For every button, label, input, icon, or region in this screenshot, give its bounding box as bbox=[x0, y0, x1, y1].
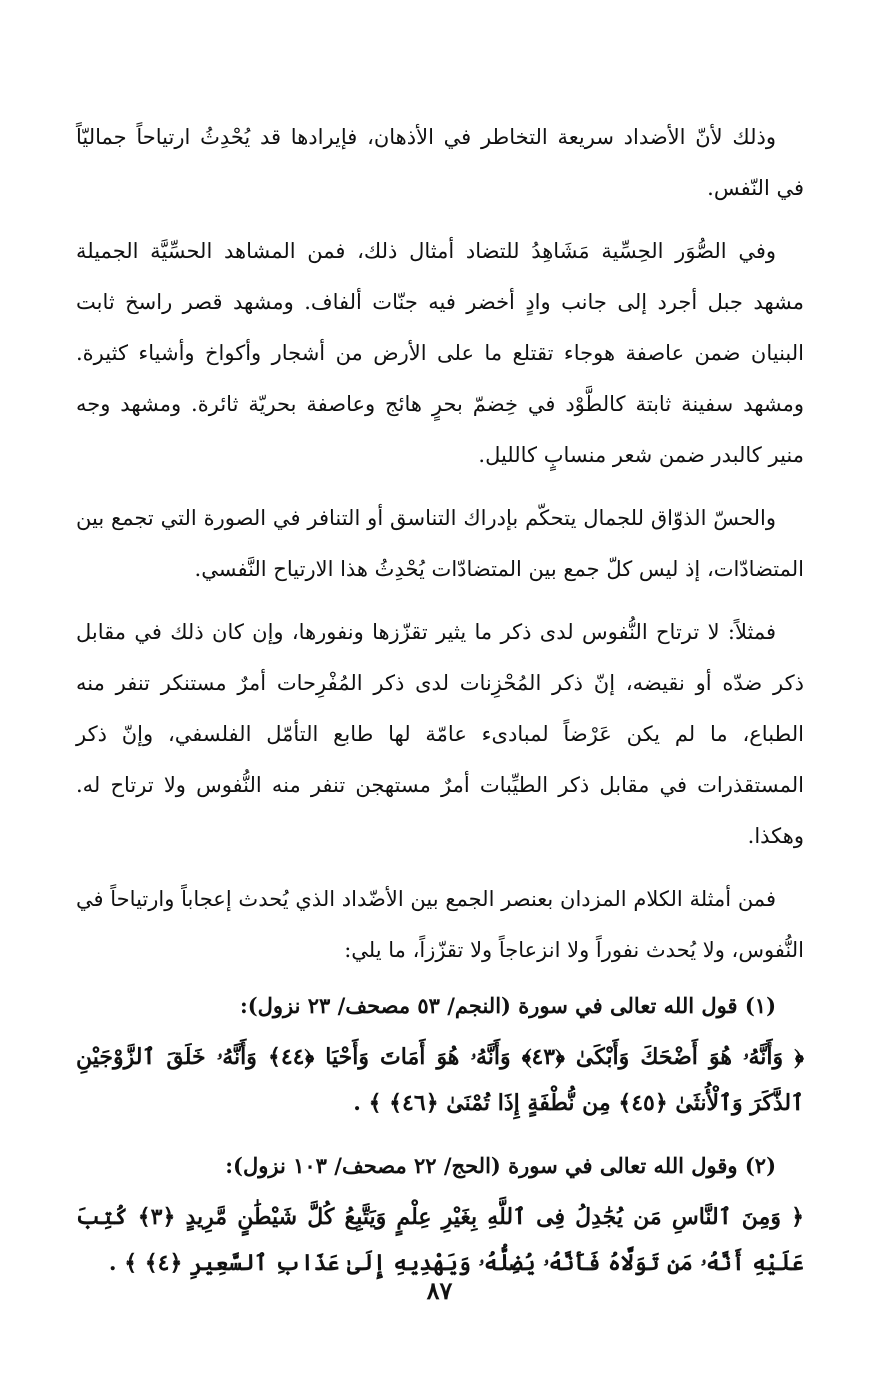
paragraph-sensory-scenes: وفي الصُّوَر الحِسِّية مَشَاهِدُ للتضاد أمثال ذلك، فمن المشاهد الحسِّيَّة الجميلة مشهد جبل أجرد إلى جانب وادٍ أخضر فيه جنّات ألفاف. ومشهد قصر راسخ ثابت البنيان ضمن عاصفة هوجاء تقتلع ما على الأرض من أشجار وأكواخ وأشياء كثيرة. ومشهد سفينة ثابتة كالطَّوْد في خِضمّ بحرٍ هائج وعاصفة بحريّة ثائرة. ومشهد وجه منير كالبدر ضمن شعر منسابٍ كالليل. bbox=[76, 239, 804, 467]
example-2-heading: (٢) وقول الله تعالى في سورة (الحج/ ٢٢ مصحف/ ١٠٣ نزول): bbox=[225, 1153, 776, 1178]
paragraph-examples-lead: فمن أمثلة الكلام المزدان بعنصر الجمع بين الأضّداد الذي يُحدث إعجاباً وارتياحاً في النُّفوس، ولا يُحدث نفوراً ولا انزعاجاً ولا تقزّزاً، ما يلي: bbox=[76, 887, 804, 962]
example-1-verse: ﴿ وَأَنَّهُۥ هُوَ أَضْحَكَ وَأَبْكَىٰ ﴿٤٣﴾ وَأَنَّهُۥ هُوَ أَمَاتَ وَأَحْيَا ﴿٤٤﴾ وَأَنَّهُۥ خَلَقَ ٱلزَّوْجَيْنِ ٱلذَّكَرَ وَٱلْأُنثَىٰ ﴿٤٥﴾ مِن نُّطْفَةٍ إِذَا تُمْنَىٰ ﴿٤٦﴾ ﴾ . bbox=[76, 1044, 804, 1116]
paragraph-opposites-intro: وذلك لأنّ الأضداد سريعة التخاطر في الأذهان، فإيرادها قد يُحْدِثُ ارتياحاً جماليّاً في النّفس. bbox=[76, 125, 804, 200]
book-page bbox=[76, 112, 804, 1302]
example-1-heading: (١) قول الله تعالى في سورة (النجم/ ٥٣ مصحف/ ٢٣ نزول): bbox=[239, 993, 776, 1018]
paragraph-example-aversion: فمثلاً: لا ترتاح النُّفوس لدى ذكر ما يثير تقزّزها ونفورها، وإن كان ذلك في مقابل ذكر ضدّه أو نقيضه، إنّ ذكر المُحْزِنات لدى ذكر المُفْرِحات أمرٌ مستنكر تنفر منه الطباع، ما لم يكن عَرْضاً لمبادىء عامّة لها طابع التأمّل الفلسفي، وإنّ ذكر المستقذرات في مقابل ذكر الطيِّبات أمرٌ مستهجن تنفر منه النُّفوس ولا ترتاح له. وهكذا. bbox=[76, 620, 804, 848]
example-2-verse: ﴿ وَمِنَ ٱلنَّاسِ مَن يُجَٰدِلُ فِى ٱللَّهِ بِغَيْرِ عِلْمٍ وَيَتَّبِعُ كُلَّ شَيْطَٰنٍ مَّرِيدٍ ﴿٣﴾ كُتِبَ عَلَيْهِ أَنَّهُۥ مَن تَوَلَّاهُ فَأَنَّهُۥ يُضِلُّهُۥ وَيَهْدِيهِ إِلَىٰ عَذَابِ ٱلسَّعِيرِ ﴿٤﴾ ﴾ . bbox=[76, 1204, 804, 1276]
page-number: ٨٧ bbox=[426, 1276, 453, 1305]
paragraph-aesthetic-sense: والحسّ الذوّاق للجمال يتحكّم بإدراك التناسق أو التنافر في الصورة التي تجمع بين المتضادّات، إذ ليس كلّ جمع بين المتضادّات يُحْدِثُ هذا الارتياح النَّفسي. bbox=[76, 506, 804, 581]
